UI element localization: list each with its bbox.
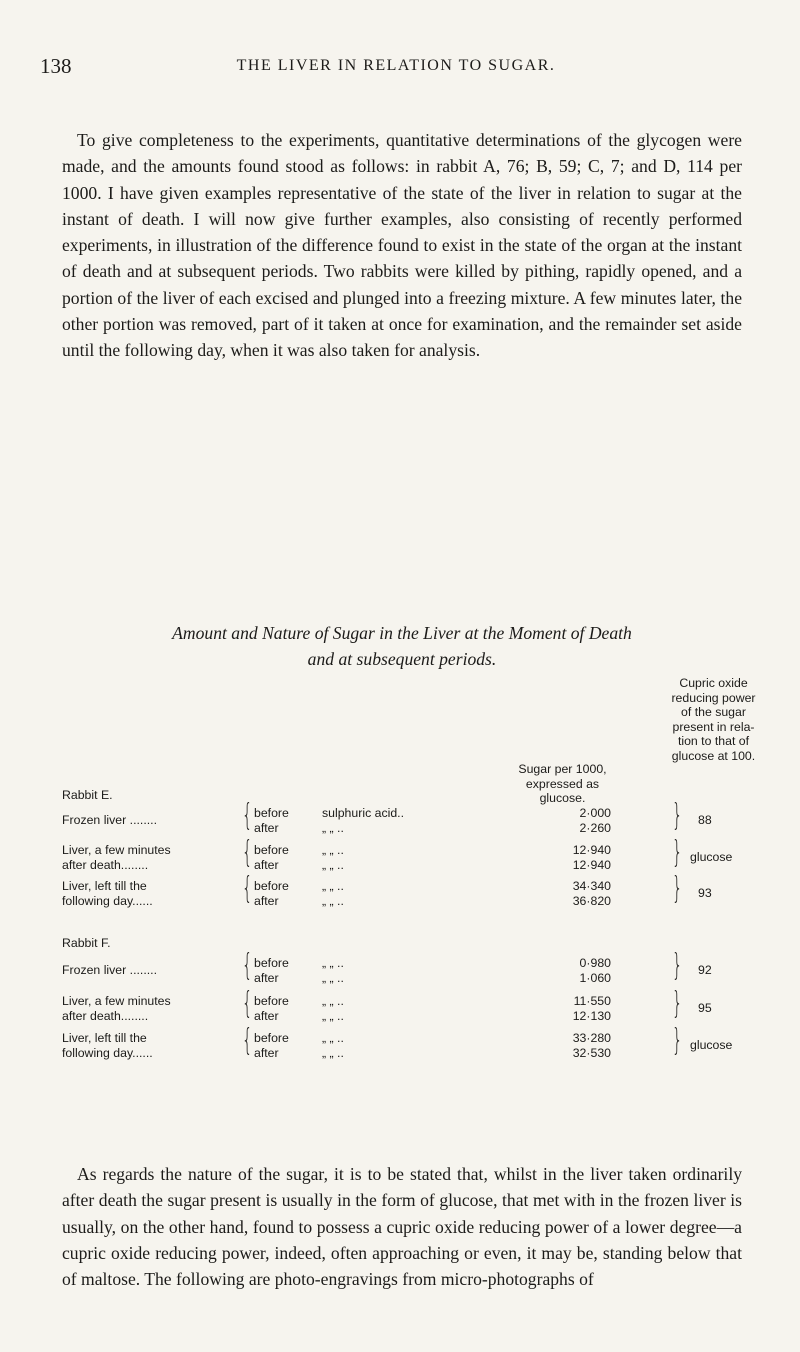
sugar-value: 34·340 — [572, 879, 611, 893]
table-title — [62, 620, 742, 672]
left-brace: { — [242, 798, 253, 833]
timing-label: after — [254, 970, 279, 985]
page-number: 138 — [40, 54, 72, 78]
sugar-value: 12·940 — [572, 857, 611, 872]
page-header — [40, 54, 752, 84]
timing-label: after — [254, 820, 279, 835]
rabbit-e-group-label: after death........ — [62, 857, 149, 872]
acid-note: „ „ .. — [322, 1008, 344, 1023]
acid-note: sulphuric acid.. — [322, 806, 405, 820]
sugar-value: 33·280 — [572, 1031, 611, 1045]
left-brace: { — [242, 986, 253, 1021]
right-brace: } — [672, 871, 683, 906]
sugar-value: 12·940 — [572, 843, 611, 857]
acid-note: „ „ .. — [322, 970, 344, 985]
timing-label: after — [254, 1008, 279, 1023]
reducing-power-value: 88 — [698, 813, 712, 827]
timing-label: after — [254, 1045, 279, 1060]
acid-note: „ „ .. — [322, 1045, 344, 1060]
column-header-sugar: Sugar per 1000, expressed as glucose. — [518, 762, 607, 805]
right-brace: } — [672, 1023, 683, 1058]
rabbit-e-group-label: following day...... — [62, 893, 153, 908]
intro-paragraph: To give completeness to the experiments, quantitative determinations of the glycogen were made, and the amounts found stood as follows: in rabbit A, 76; B, 59; C, 7; and D, 114 per 1000. I have given examples representative of the state of the liver in relation to sugar at the instant of death. I will now give further examples, also consisting of recently performed experiments, in illustration of the difference found to exist in the state of the organ at the instant of death and at subsequent periods. Two rabbits were killed by pithing, rapidly opened, and a portion of the liver of each excised and plunged into a freezing mixture. A few minutes later, the other portion was removed, part of it taken at once for examination, and the remainder set aside until the following day, when it was also taken for analysis. — [62, 130, 742, 361]
sugar-value: 1·060 — [579, 970, 611, 985]
rabbit-f-group-label: Frozen liver ........ — [62, 963, 157, 977]
acid-note: „ „ .. — [322, 820, 344, 835]
acid-note: „ „ .. — [322, 857, 344, 872]
left-brace: { — [242, 871, 253, 906]
acid-note: „ „ .. — [322, 956, 344, 970]
rabbit-f-group-label: after death........ — [62, 1008, 149, 1023]
acid-note: „ „ .. — [322, 893, 344, 908]
sugar-value: 0·980 — [579, 956, 611, 970]
left-brace: { — [242, 835, 253, 870]
sugar-value: 12·130 — [572, 1008, 611, 1023]
left-brace: { — [242, 948, 253, 983]
acid-note: „ „ .. — [322, 994, 344, 1008]
table-title-line-2: and at subsequent periods. — [307, 649, 497, 669]
timing-label: before — [254, 994, 289, 1008]
sugar-value: 2·000 — [579, 806, 611, 820]
table-title-line-1: Amount and Nature of Sugar in the Liver at the Moment of Death — [172, 623, 632, 643]
timing-label: after — [254, 893, 279, 908]
timing-label: after — [254, 857, 279, 872]
acid-note: „ „ .. — [322, 1031, 344, 1045]
right-brace: } — [672, 986, 683, 1021]
sugar-value: 32·530 — [572, 1045, 611, 1060]
rabbit-e-group-label: Liver, a few minutes — [62, 843, 171, 857]
sugar-value: 36·820 — [572, 893, 611, 908]
rabbit-e-group-label: Liver, left till the — [62, 879, 147, 893]
right-brace: } — [672, 798, 683, 833]
rabbit-f-group-label: Liver, left till the — [62, 1031, 147, 1045]
running-title: THE LIVER IN RELATION TO SUGAR. — [236, 57, 556, 74]
rabbit-e-group-label: Frozen liver ........ — [62, 813, 157, 827]
sugar-value: 2·260 — [579, 820, 611, 835]
rabbit-f-group-label: Liver, a few minutes — [62, 994, 171, 1008]
acid-note: „ „ .. — [322, 879, 344, 893]
timing-label: before — [254, 956, 289, 970]
closing-paragraph: As regards the nature of the sugar, it is to be stated that, whilst in the liver taken ordinarily after death the sugar present is usually in the form of glucose, that met with in the frozen liver is usually, on the other hand, found to possess a cupric oxide reducing power of a lower degree—a cupric oxide reducing power, indeed, often approaching or even, it may be, standing below that of maltose. The following are photo-engravings from micro-photographs of — [62, 1164, 742, 1290]
rabbit-e-label: Rabbit E. — [62, 788, 113, 802]
reducing-power-value: glucose — [690, 850, 733, 864]
reducing-power-value: glucose — [690, 1038, 733, 1052]
reducing-power-value: 93 — [698, 886, 712, 900]
left-brace: { — [242, 1023, 253, 1058]
timing-label: before — [254, 806, 289, 820]
acid-note: „ „ .. — [322, 843, 344, 857]
sugar-value: 11·550 — [573, 994, 611, 1008]
timing-label: before — [254, 1031, 289, 1045]
reducing-power-value: 92 — [698, 963, 712, 977]
timing-label: before — [254, 879, 289, 893]
rabbit-f-group-label: following day...... — [62, 1045, 153, 1060]
right-brace: } — [672, 948, 683, 983]
reducing-power-value: 95 — [698, 1001, 712, 1015]
right-brace: } — [672, 835, 683, 870]
timing-label: before — [254, 843, 289, 857]
rabbit-f-label: Rabbit F. — [62, 936, 111, 950]
column-header-cupric: Cupric oxide reducing power of the sugar present in rela- tion to that of glucose at 100. — [671, 676, 756, 763]
